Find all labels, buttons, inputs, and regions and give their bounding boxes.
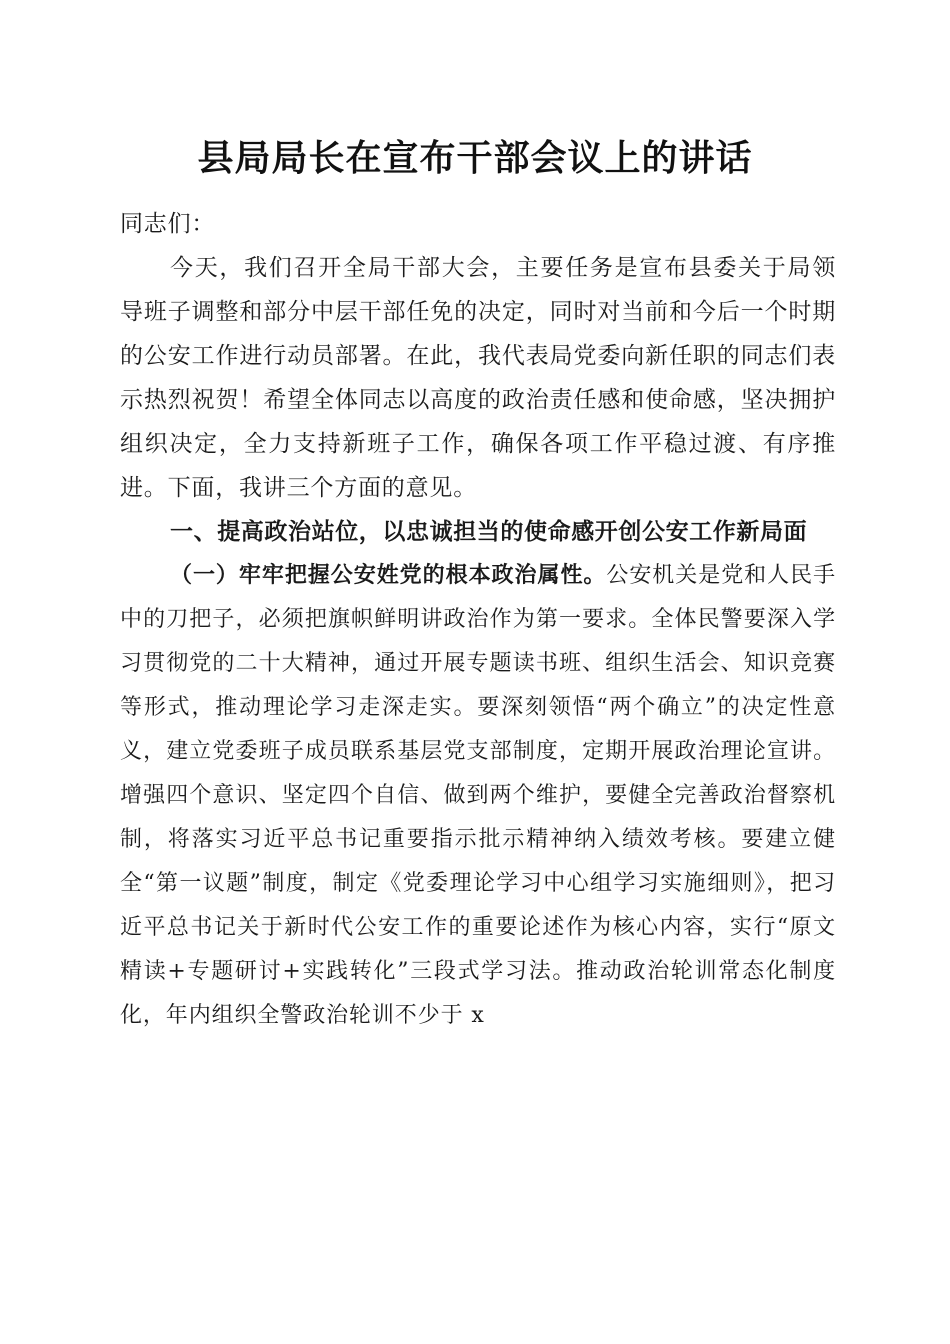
subsection-one-body: 公安机关是党和人民手中的刀把子，必须把旗帜鲜明讲政治作为第一要求。全体民警要深入学习贯彻党的二十大精神，通过开展专题读书班、组织生活会、知识竞赛等形式，推动理论学习走深走实。要深刻领悟“两个确立”的决定性意义，建立党委班子成员联系基层党支部制度，定期开展政治理论宣讲。增强四个意识、坚定四个自信、做到两个维护，要健全完善政治督察机制，将落实习近平总书记重要指示批示精神纳入绩效考核。要建立健全“第一议题”制度，制定《党委理论学习中心组学习实施细则》，把习近平总书记关于新时代公安工作的重要论述作为核心内容，实行“原文精读+专题研讨+实践转化”三段式学习法。推动政治轮训常态化制度化，年内组织全警政治轮训不少于 x	[120, 563, 836, 1028]
document-body	[120, 202, 836, 1038]
section-one-heading: 一、提高政治站位，以忠诚担当的使命感开创公安工作新局面	[170, 519, 808, 545]
page-title: 县局局长在宣布干部会议上的讲话	[197, 137, 753, 179]
subsection-one-lead: （一）牢牢把握公安姓党的根本政治属性。	[170, 563, 607, 588]
salutation: 同志们：	[120, 211, 216, 237]
intro-paragraph: 今天，我们召开全局干部大会，主要任务是宣布县委关于局领导班子调整和部分中层干部任免的决定，同时对当前和今后一个时期的公安工作进行动员部署。在此，我代表局党委向新任职的同志们表示热烈祝贺！希望全体同志以高度的政治责任感和使命感，坚决拥护组织决定，全力支持新班子工作，确保各项工作平稳过渡、有序推进。下面，我讲三个方面的意见。	[120, 255, 836, 501]
subsection-one-paragraph	[120, 554, 836, 1038]
